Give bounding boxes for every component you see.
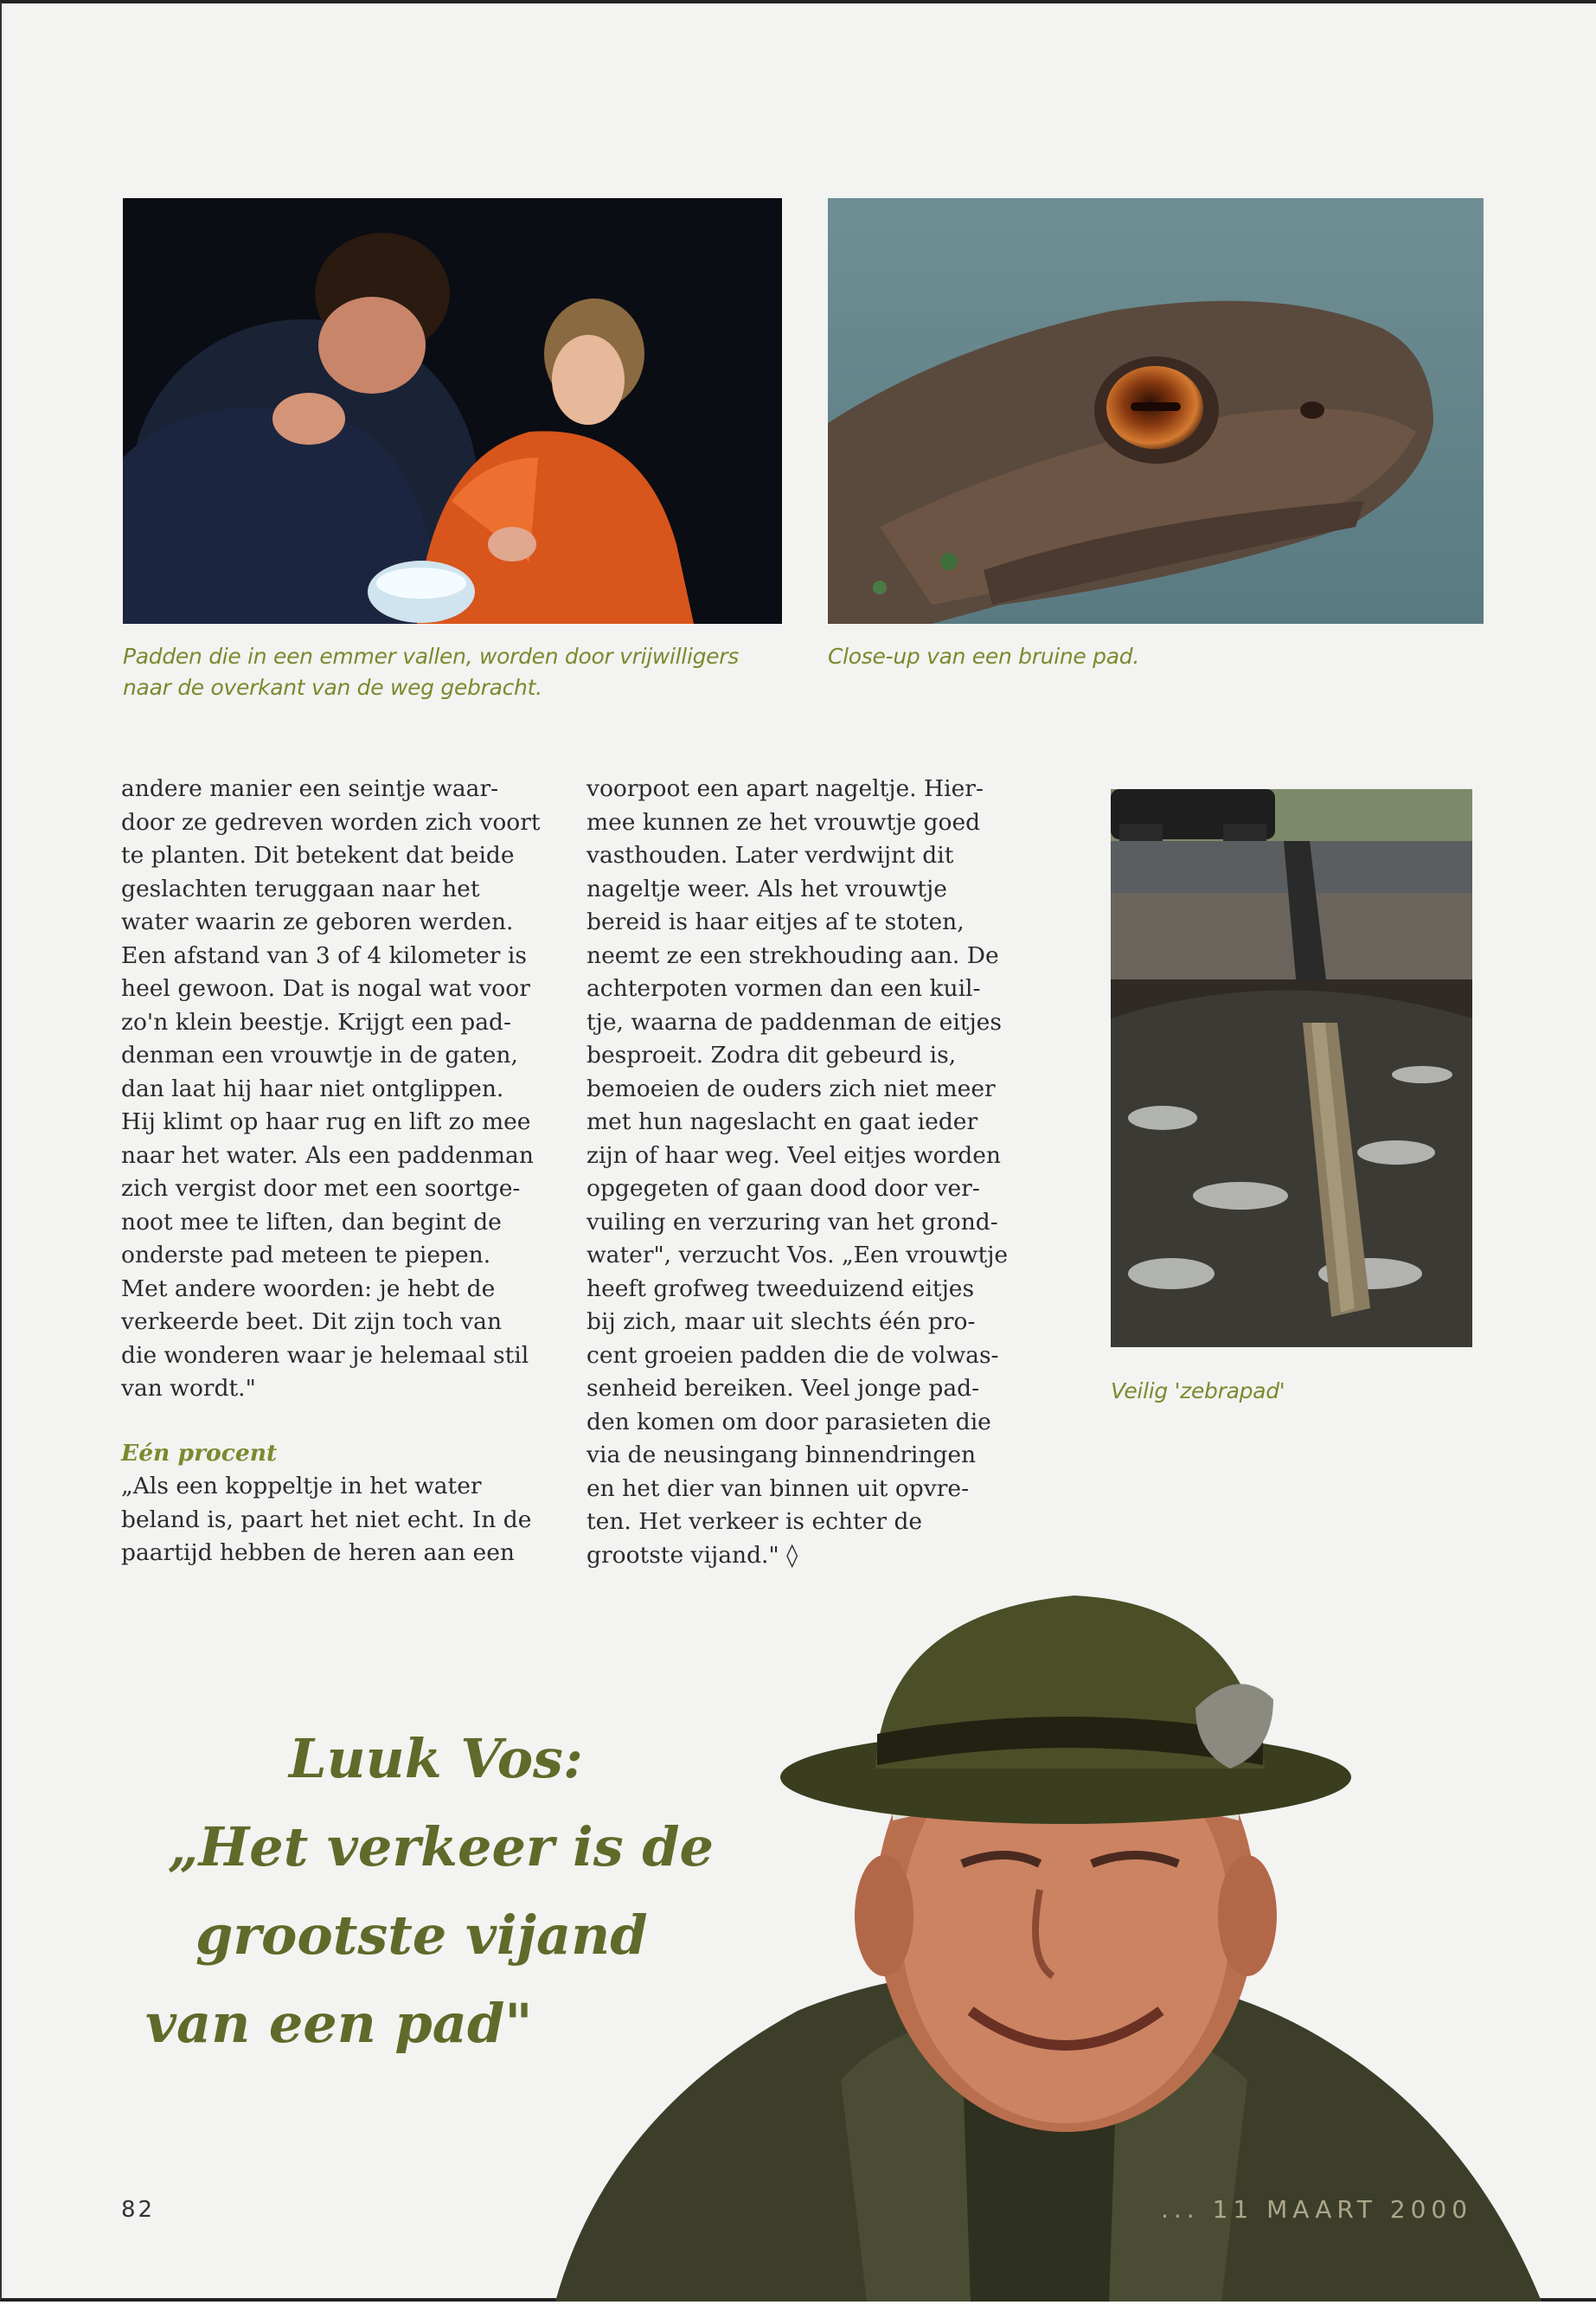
text-line: heel gewoon. Dat is nogal wat voor (121, 975, 530, 1002)
text-line: Hij klimt op haar rug en lift zo mee (121, 1108, 531, 1135)
text-line: neemt ze een strekhouding aan. De (586, 941, 999, 969)
column-1-lines-after (121, 1470, 571, 1570)
luuk-vos-portrait-illustration (555, 1561, 1596, 2302)
text-line: opgegeten of gaan dood door ver- (586, 1175, 980, 1202)
pull-quote-line: grootste vijand (195, 1904, 648, 1967)
article-column-2 (586, 773, 1054, 1572)
text-line: geslachten teruggaan naar het (121, 875, 480, 902)
text-line: voorpoot een apart nageltje. Hier- (586, 775, 984, 802)
caption-line: Veilig 'zebrapad' (1111, 1378, 1285, 1403)
pull-quote-line: „Het verkeer is de (168, 1815, 714, 1878)
text-line: tje, waarna de paddenman de eitjes (586, 1008, 1002, 1036)
caption-line: naar de overkant van de weg gebracht. (123, 675, 542, 700)
volunteers-photo-illustration (123, 198, 782, 624)
text-line: bemoeien de ouders zich niet meer (586, 1075, 996, 1102)
volunteers-photo (123, 198, 782, 624)
text-line: Met andere woorden: je hebt de (121, 1274, 496, 1302)
text-line: water waarin ze geboren werden. (121, 909, 514, 935)
text-line: door ze gedreven worden zich voort (121, 808, 541, 836)
text-line: „Als een koppeltje in het water (121, 1473, 482, 1499)
text-line: besproeit. Zodra dit gebeurd is, (586, 1042, 957, 1069)
text-line: Een afstand van 3 of 4 kilometer is (121, 941, 527, 969)
toad-photo-illustration (828, 198, 1484, 624)
text-line: beland is, paart het niet echt. In de (121, 1506, 532, 1533)
section-subheading: Eén procent (121, 1439, 278, 1467)
text-line: noot mee te liften, dan begint de (121, 1208, 502, 1236)
text-line: nageltje weer. Als het vrouwtje (586, 875, 947, 902)
text-line: vuiling en verzuring van het grond- (586, 1208, 998, 1236)
text-line: via de neusingang binnendringen (586, 1441, 977, 1468)
text-line: te planten. Dit betekent dat beide (121, 842, 515, 869)
text-line: paartijd hebben de heren aan een (121, 1539, 515, 1566)
text-line: heeft grofweg tweeduizend eitjes (586, 1274, 975, 1302)
text-line: en het dier van binnen uit opvre- (586, 1474, 970, 1502)
pull-quote-line: van een pad" (145, 1992, 533, 2055)
page-number: 82 (121, 2197, 156, 2223)
text-line: bereid is haar eitjes af te stoten, (586, 909, 965, 935)
text-line: den komen om door parasieten die (586, 1408, 991, 1435)
text-line: met hun nageslacht en gaat ieder (586, 1108, 978, 1135)
text-line: water", verzucht Vos. „Een vrouwtje (586, 1242, 1009, 1268)
luuk-vos-portrait (555, 1561, 1596, 2302)
text-line: vasthouden. Later verdwijnt dit (586, 842, 954, 869)
article-column-1 (121, 773, 571, 1570)
text-line: denman een vrouwtje in de gaten, (121, 1042, 518, 1069)
text-line: zo'n klein beestje. Krijgt een pad- (121, 1008, 511, 1036)
text-line: verkeerde beet. Dit zijn toch van (121, 1308, 503, 1335)
text-line: cent groeien padden die de volwas- (586, 1341, 999, 1369)
issue-folio: ... 11 MAART 2000 (1161, 2195, 1473, 2224)
text-line: van wordt." (121, 1375, 256, 1402)
volunteers-caption (123, 641, 798, 703)
text-line: die wonderen waar je helemaal stil (121, 1341, 529, 1369)
zebrapad-photo (1111, 789, 1472, 1347)
text-line: mee kunnen ze het vrouwtje goed (586, 808, 981, 836)
zebrapad-photo-illustration (1111, 789, 1472, 1347)
text-line: naar het water. Als een paddenman (121, 1141, 534, 1169)
text-line: dan laat hij haar niet ontglippen. (121, 1075, 504, 1102)
text-line: onderste pad meteen te piepen. (121, 1242, 491, 1268)
toad-caption (828, 641, 1433, 672)
caption-line: Close-up van een bruine pad. (828, 644, 1139, 669)
caption-line: Padden die in een emmer vallen, worden door vrijwilligers (123, 644, 739, 669)
pull-quote-line: Luuk Vos: (289, 1727, 583, 1790)
text-line: grootste vijand." ◊ (586, 1541, 798, 1569)
toad-photo (828, 198, 1484, 624)
text-line: ten. Het verkeer is echter de (586, 1508, 923, 1535)
text-line: achterpoten vormen dan een kuil- (586, 975, 981, 1002)
column-1-lines (121, 773, 571, 1406)
text-line: andere manier een seintje waar- (121, 775, 499, 802)
text-line: senheid bereiken. Veel jonge pad- (586, 1375, 980, 1402)
text-line: zijn of haar weg. Veel eitjes worden (586, 1141, 1001, 1169)
text-line: zich vergist door met een soortge- (121, 1175, 521, 1202)
text-line: bij zich, maar uit slechts één pro- (586, 1308, 976, 1335)
zebrapad-caption (1111, 1376, 1474, 1407)
